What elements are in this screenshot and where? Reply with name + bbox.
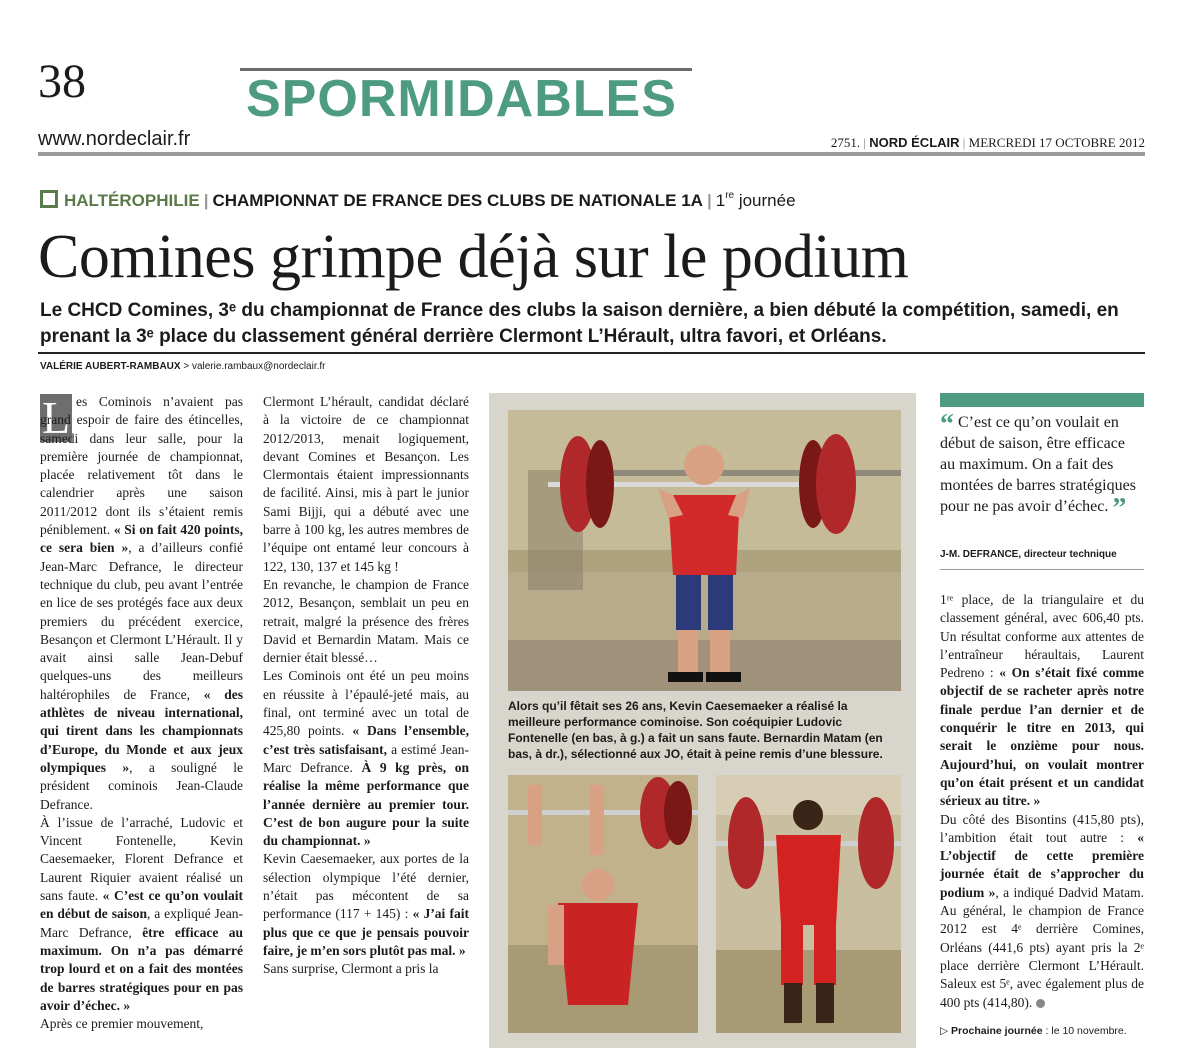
end-dot-icon: [1036, 999, 1045, 1008]
quote-rule: [940, 569, 1144, 570]
paragraph: Après ce premier mouvement,: [40, 1016, 204, 1032]
paragraph: En revanche, le champion de France 2012, Besançon, semblait un peu en retrait, malgré la présence des frères David et Bernardin Matam. Mais ce dernier était blessé…: [263, 576, 469, 666]
edition-number: 2751.: [830, 135, 861, 150]
headline: Comines grimpe déjà sur le podium: [38, 223, 909, 291]
author-name: VALÉRIE AUBERT-RAMBAUX: [40, 361, 181, 372]
quote-author: J-M. DEFRANCE,: [940, 549, 1022, 560]
dropcap: L: [41, 392, 71, 443]
photo-weightlifter-matam: [716, 775, 901, 1033]
next-day-note: [940, 1025, 1127, 1037]
author-email[interactable]: > valerie.rambaux@nordeclair.fr: [183, 361, 326, 372]
paragraph: Sans surprise, Clermont a pris la: [263, 961, 439, 977]
page-number: 38: [38, 55, 86, 108]
quote-author-role: directeur technique: [1023, 549, 1117, 560]
header-rule: [38, 152, 1145, 156]
site-url[interactable]: www.nordeclair.fr: [38, 128, 191, 150]
rubric-category: HALTÉROPHILIE: [64, 191, 200, 210]
triangle-right-icon: ▷: [940, 1025, 949, 1037]
lead-paragraph: Le CHCD Comines, 3ᵉ du championnat de France des clubs la saison dernière, a bien débuté la compétition, samedi, en prenant la 3ᵉ place du classement général derrière Clermont L’Hérault, ultra favori, et Orléans.: [40, 300, 1119, 347]
issue-date: MERCREDI 17 OCTOBRE 2012: [968, 135, 1145, 150]
section-title: SPORMIDABLES: [246, 70, 677, 128]
rubric-square-icon: [40, 190, 58, 208]
paragraph: es Cominois n’avaient pas grand espoir de faire des étincelles, samedi dans leur salle, pour la première journée de championnat, placée relativement tôt dans le calendrier après une saison 2011/2012 dont ils s’étaient remis péniblement. « Si on fait 420 points, ce sera bien », a d’ailleurs confié Jean-Marc Defrance, le directeur technique du club, peu avant l’entrée en lice de ses protégés face aux deux premiers du précédent exercice, Besançon et Clermont L’Hérault. Il y avait ainsi salle Jean-Debuf quelques-uns des meilleurs haltérophiles de France, « des athlètes de niveau international, qui tirent dans les championnats d’Europe, du Monde et aux jeux olympiques », a souligné le président cominois Jean-Claude Defrance.: [40, 394, 244, 812]
article-column-1: [40, 393, 243, 1033]
quote-accent-bar: [940, 393, 1144, 407]
paper-name: NORD ÉCLAIR: [869, 135, 960, 150]
rubric-day-suffix: re: [725, 190, 735, 201]
pull-quote-text: C’est ce qu’on voulait en début de saison, être efficace au maximum. On a fait des montées de barres stratégiques pour ne pas avoir d’échec.: [940, 414, 1136, 515]
paragraph: Clermont L’hérault, candidat déclaré à la victoire de ce championnat 2012/2013, menait logiquement, devant Comines et Besançon. Les Clermontais étaient impressionnants de facilité. Ainsi, mis à part le junior Sami Bijji, qui a débuté avec une barre à 100 kg, les autres membres de l’équipe ont entamé leur concours à 122, 130, 137 et 145 kg !: [263, 394, 469, 574]
paragraph: 1ʳᵉ place, de la triangulaire et du classement général, avec 606,40 pts. Un résultat conforme aux attentes de l’entraîneur héraultais, Laurent Pedreno : « On s’était fixé comme objectif de se racheter après notre finale perdue l’an dernier et de conquérir le titre en 2013, qui serait le onzième pour nous. Aujourd’hui, on voulait montrer qu’on était présent et un candidat sérieux au titre. »: [940, 592, 1144, 809]
photo-weightlifter-caesemaeker: [508, 410, 901, 691]
edition-line: 2751. | NORD ÉCLAIR | MERCREDI 17 OCTOBRE 2012: [830, 135, 1145, 150]
rubric-day-number: 1: [715, 191, 726, 210]
paragraph: Du côté des Bisontins (415,80 pts), l’ambition était tout autre : « L’objectif de cette première journée était de s’approcher du podium », a indiqué Dadvid Matam. Au général, le champion de France 2012 est 4ᵉ derrière Comines, Orléans (441,6 pts) ayant pris la 2ᵉ place derrière Clermont L’Hérault. Saleux est 5ᵉ, avec également plus de 400 pts (414,80).: [940, 811, 1145, 1010]
rubric-day-word: journée: [738, 191, 796, 210]
paragraph: À l’issue de l’arraché, Ludovic et Vincent Fontenelle, Kevin Caesemaeker, Florent Defrance et Laurent Riquier avaient réalisé un sans faute. « C’est ce qu’on voulait en début de saison, a expliqué Jean-Marc Defrance, être efficace au maximum. On n’a pas démarré trop lourd et on a fait des montées de barres stratégiques pour en pas avoir d’échec. »: [40, 814, 244, 1013]
rubric: HALTÉROPHILIE | CHAMPIONNAT DE FRANCE DES CLUBS DE NATIONALE 1A | 1re journée: [40, 190, 796, 211]
next-day-label: Prochaine journée: [951, 1025, 1043, 1037]
pull-quote: [940, 409, 1144, 524]
byline: [40, 361, 326, 372]
paragraph: Kevin Caesemaeker, aux portes de la sélection olympique l’été dernier, n’était pas mécontent de sa performance (117 + 145) : « J’ai fait plus que ce que je pensais pouvoir faire, je m’en sors plutôt pas mal. »: [263, 851, 470, 958]
open-quote-icon: “: [940, 409, 954, 440]
rubric-competition: CHAMPIONNAT DE FRANCE DES CLUBS DE NATIONALE 1A: [212, 191, 703, 210]
lead-rule: [38, 352, 1145, 354]
article-column-4: [940, 591, 1144, 1012]
photo-caption: Alors qu’il fêtait ses 26 ans, Kevin Caesemaeker a réalisé la meilleure performance cominoise. Son coéquipier Ludovic Fontenelle (en bas, à g.) a fait un sans faute. Bernardin Matam (en bas, à dr.), sélectionné aux JO, était à peine remis d’une blessure.: [508, 699, 883, 761]
next-day-value: : le 10 novembre.: [1045, 1025, 1127, 1037]
close-quote-icon: ”: [1112, 493, 1127, 524]
photo-weightlifter-fontenelle: [508, 775, 698, 1033]
paragraph: Les Cominois ont été un peu moins en réussite à l’épaulé-jeté mais, au final, ont terminé avec un total de 425,80 points. « Dans l’ensemble, c’est très satisfaisant, a estimé Jean-Marc Defrance. À 9 kg près, on réalise la même performance que l’année dernière au premier tour. C’est de bon augure pour la suite du championnat. »: [263, 668, 470, 849]
article-column-2: [263, 393, 469, 979]
pull-quote-attribution: [940, 549, 1117, 560]
